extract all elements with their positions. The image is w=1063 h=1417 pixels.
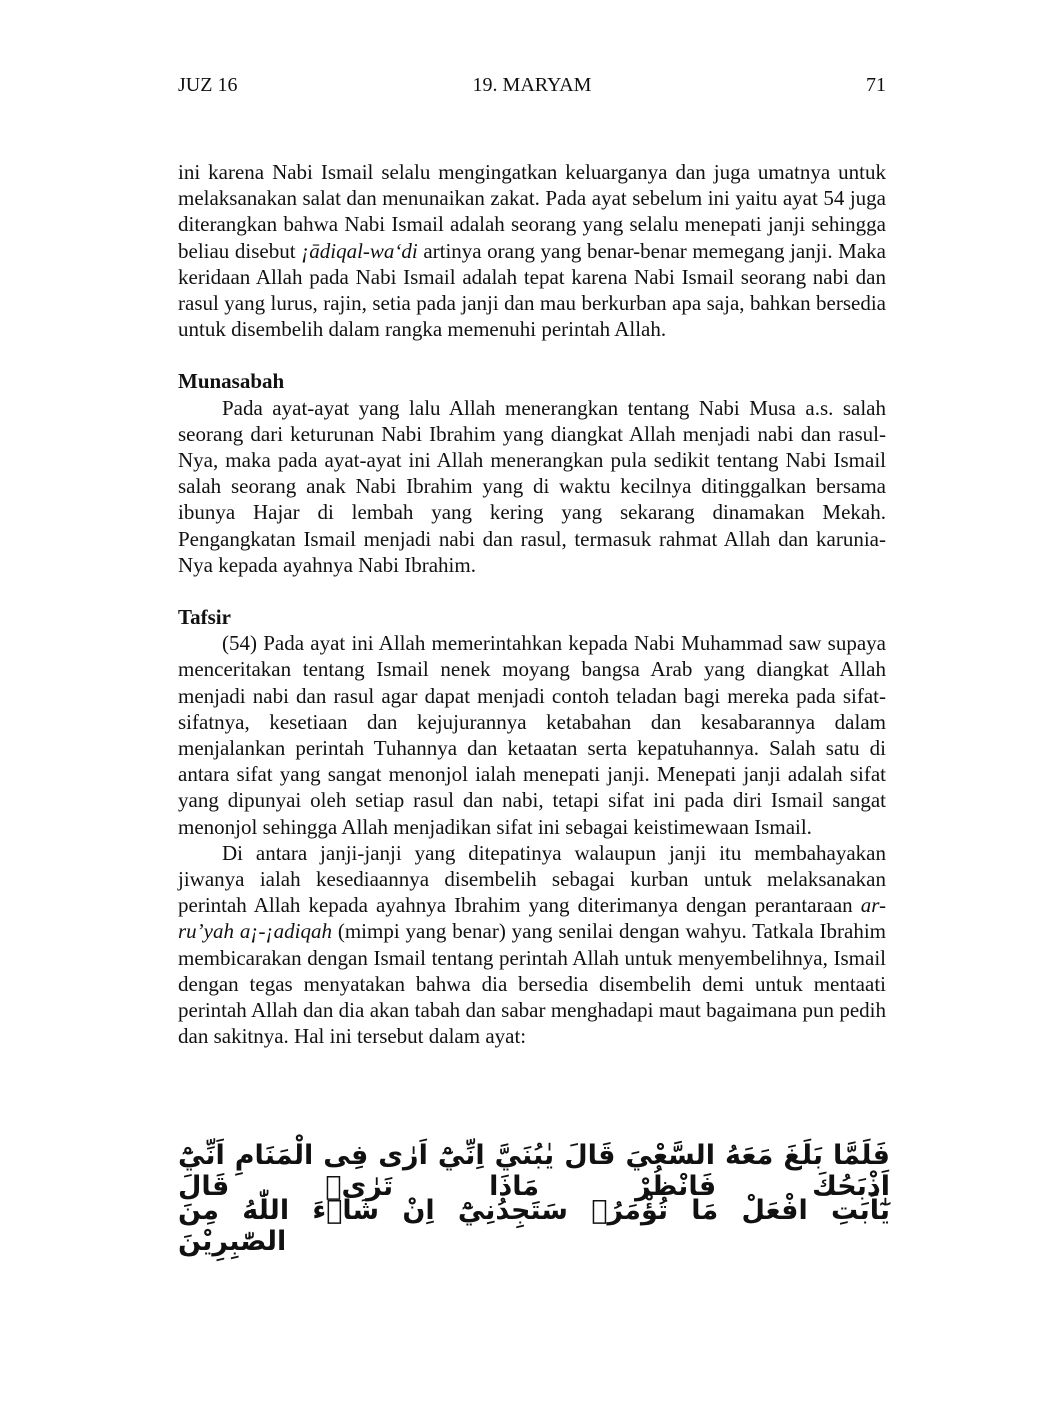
page-body [178,159,886,1050]
tafsir-heading: Tafsir [178,605,231,630]
text: ini karena Nabi Ismail selalu mengingatkan keluarganya dan juga umatnya untuk melaksanakan salat dan menunaikan zakat. Pada ayat sebelum ini yaitu ayat 54 juga diterangkan bahwa Nabi Ismail adalah seorang yang selalu menepati janji sehingga beliau disebut [178,160,886,263]
text: artinya orang yang benar-benar memegang janji. Maka keridaan Allah pada Nabi Ismail adalah tepat karena Nabi Ismail seorang nabi dan rasul yang lurus, rajin, setia pada janji dan mau berkurban apa saja, bahkan bersedia untuk disembelih dalam rangka memenuhi perintah Allah. [178,238,886,342]
tafsir-paragraph-2 [178,840,886,1050]
juz-label: JUZ 16 [178,74,238,96]
text: Di antara janji-janji yang ditepatinya walaupun janji itu membahayakan jiwanya ialah kesediaannya disembelih sebagai kurban untuk melaksanakan perintah Allah kepada ayahnya Ibrahim yang diterimanya dengan perantaraan [178,840,886,918]
transliteration: ¡ādiqal-wa‘di [301,238,418,263]
tafsir-paragraph-1: (54) Pada ayat ini Allah memerintahkan kepada Nabi Muhammad saw supaya menceritakan tentang Ismail nenek moyang bangsa Arab yang diangkat Allah menjadi nabi dan rasul agar dapat menjadi contoh teladan bagi mereka pada sifat-sifatnya, kesetiaan dan kejujurannya ketabahan dan kesabarannya dalam menjalankan perintah Tuhannya dan ketaatan serta kepatuhannya. Salah satu di antara sifat yang sangat menonjol ialah menepati janji. Menepati janji adalah sifat yang dipunyai oleh setiap rasul dan nabi, tetapi sifat ini pada diri Ismail sangat menonjol sehingga Allah menjadikan sifat ini sebagai keistimewaan Ismail. [178,631,886,839]
arabic-verse-line-1: فَلَمَّا بَلَغَ مَعَهُ السَّعْيَ قَالَ يٰبُنَيَّ اِنِّيْٓ اَرٰى فِى الْمَنَامِ اَنِّيْٓ اَذْبَحُكَ فَانْظُرْ مَاذَا تَرٰىۗ قَالَ [178,1140,890,1202]
page-header [178,74,886,100]
surah-title: 19. MARYAM [472,74,592,96]
page-number: 71 [866,74,886,96]
munasabah-paragraph: Pada ayat-ayat yang lalu Allah menerangkan tentang Nabi Musa a.s. salah seorang dari keturunan Nabi Ibrahim yang diangkat Allah menjadi nabi dan rasul-Nya, maka pada ayat-ayat ini Allah menerangkan pula sedikit tentang Nabi Ismail salah seorang anak Nabi Ibrahim yang di waktu kecilnya ditinggalkan bersama ibunya Hajar di lembah yang kering yang sekarang dinamakan Mekah. Pengangkatan Ismail menjadi nabi dan rasul, termasuk rahmat Allah dan karunia-Nya kepada ayahnya Nabi Ibrahim. [178,395,886,577]
arabic-verse-line-2: يٰٓاَبَتِ افْعَلْ مَا تُؤْمَرُۖ سَتَجِدُنِيْٓ اِنْ شَاۤءَ اللّٰهُ مِنَ الصّٰبِرِيْنَ [178,1195,890,1257]
intro-paragraph [178,159,886,342]
transliteration: ar-ru’yah a¡-¡adiqah [178,893,886,944]
munasabah-heading: Munasabah [178,369,285,394]
text: (mimpi yang benar) yang senilai dengan wahyu. Tatkala Ibrahim membicarakan dengan Ismail tentang perintah Allah untuk menyembelihnya, Ismail dengan tegas menyatakan bahwa dia bersedia disembelih demi untuk mentaati perintah Allah dan dia akan tabah dan sabar menghadapi maut bagaimana pun pedih dan sakitnya. Hal ini tersebut dalam ayat: [178,919,886,1049]
